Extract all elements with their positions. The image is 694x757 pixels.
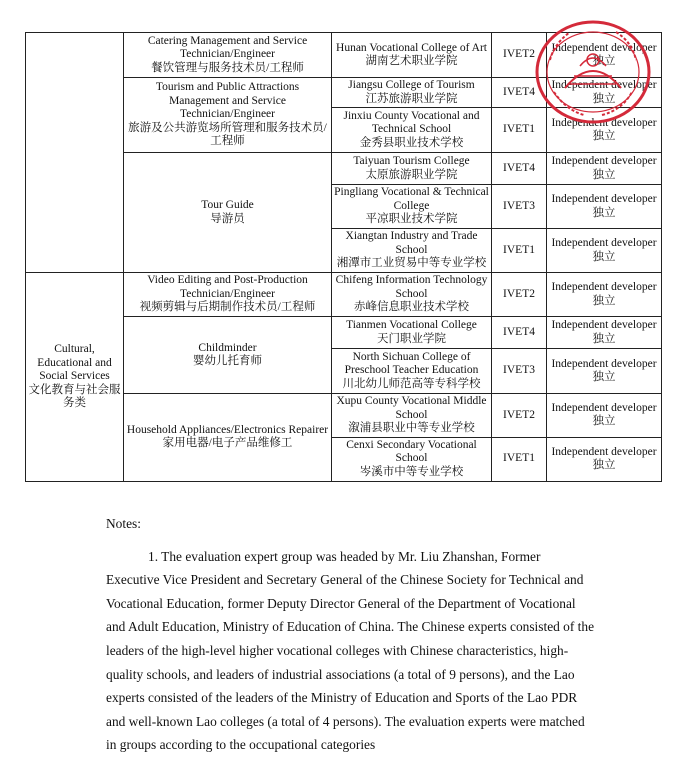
level-cell: IVET3	[492, 349, 547, 394]
school-cell: North Sichuan College of Preschool Teacher Education 川北幼儿师范高等专科学校	[332, 349, 492, 394]
level-cell: IVET3	[492, 185, 547, 229]
school-cell: Chifeng Information Technology School 赤峰信息职业技术学校	[332, 273, 492, 317]
level-cell: IVET2	[492, 273, 547, 317]
level-cell: IVET2	[492, 394, 547, 438]
developer-cell: Independent developer 独立	[547, 437, 662, 481]
developer-cell: Independent developer 独立	[547, 108, 662, 153]
developer-cell: Independent developer 独立	[547, 33, 662, 78]
developer-cell: Independent developer 独立	[547, 317, 662, 349]
school-cell: Cenxi Secondary Vocational School 岑溪市中等专业学校	[332, 437, 492, 481]
developer-cell: Independent developer 独立	[547, 349, 662, 394]
notes-paragraph: 1. The evaluation expert group was headed by Mr. Liu Zhanshan, Former Executive Vice President and Secretary General of the Chinese Society for Technical and Vocational Education, former Deputy Director General of the Department of Vocational and Adult Education, Ministry of Education of China. The Chinese experts consisted of the leaders of the high-level higher vocational colleges with Chinese characteristics, high-quality schools, and leaders of industrial associations (a total of 9 persons), and the Lao experts consisted of the leaders of the Ministry of Education and Sports of the Lao PDR and well-known Lao colleges (a total of 4 persons). The evaluation experts were matched in groups according to the occupational categories	[106, 548, 595, 753]
occupation-cell: Childminder 婴幼儿托育师	[124, 317, 332, 394]
developer-cell: Independent developer 独立	[547, 185, 662, 229]
occupation-cell: Catering Management and Service Technician/Engineer 餐饮管理与服务技术员/工程师	[124, 33, 332, 78]
school-cell: Tianmen Vocational College 天门职业学院	[332, 317, 492, 349]
developer-cell: Independent developer 独立	[547, 394, 662, 438]
developer-cell: Independent developer 独立	[547, 273, 662, 317]
school-cell: Jinxiu County Vocational and Technical School 金秀县职业技术学校	[332, 108, 492, 153]
school-cell: Taiyuan Tourism College 太原旅游职业学院	[332, 153, 492, 185]
level-cell: IVET4	[492, 78, 547, 108]
occupation-cell: Tourism and Public Attractions Management and Service Technician/Engineer 旅游及公共游览场所管理和服务技术员/工程师	[124, 78, 332, 153]
level-cell: IVET1	[492, 229, 547, 273]
level-cell: IVET1	[492, 108, 547, 153]
school-cell: Xiangtan Industry and Trade School 湘潭市工业贸易中等专业学校	[332, 229, 492, 273]
occupation-cell: Tour Guide 导游员	[124, 153, 332, 273]
notes-section	[106, 512, 596, 757]
school-cell: Jiangsu College of Tourism 江苏旅游职业学院	[332, 78, 492, 108]
field-cell	[26, 33, 124, 273]
school-cell: Pingliang Vocational & Technical College 平凉职业技术学院	[332, 185, 492, 229]
level-cell: IVET1	[492, 437, 547, 481]
level-cell: IVET4	[492, 317, 547, 349]
level-cell: IVET2	[492, 33, 547, 78]
developer-cell: Independent developer 独立	[547, 78, 662, 108]
developer-cell: Independent developer 独立	[547, 229, 662, 273]
occupation-cell: Video Editing and Post-Production Technician/Engineer 视频剪辑与后期制作技术员/工程师	[124, 273, 332, 317]
occupation-cell: Household Appliances/Electronics Repairer 家用电器/电子产品维修工	[124, 394, 332, 482]
school-cell: Xupu County Vocational Middle School 溆浦县职业中等专业学校	[332, 394, 492, 438]
level-cell: IVET4	[492, 153, 547, 185]
school-cell: Hunan Vocational College of Art 湖南艺术职业学院	[332, 33, 492, 78]
notes-label: Notes:	[106, 516, 141, 531]
field-cell: Cultural, Educational and Social Services 文化教育与社会服务类	[26, 273, 124, 482]
developer-cell: Independent developer 独立	[547, 153, 662, 185]
qualification-table	[25, 32, 662, 482]
